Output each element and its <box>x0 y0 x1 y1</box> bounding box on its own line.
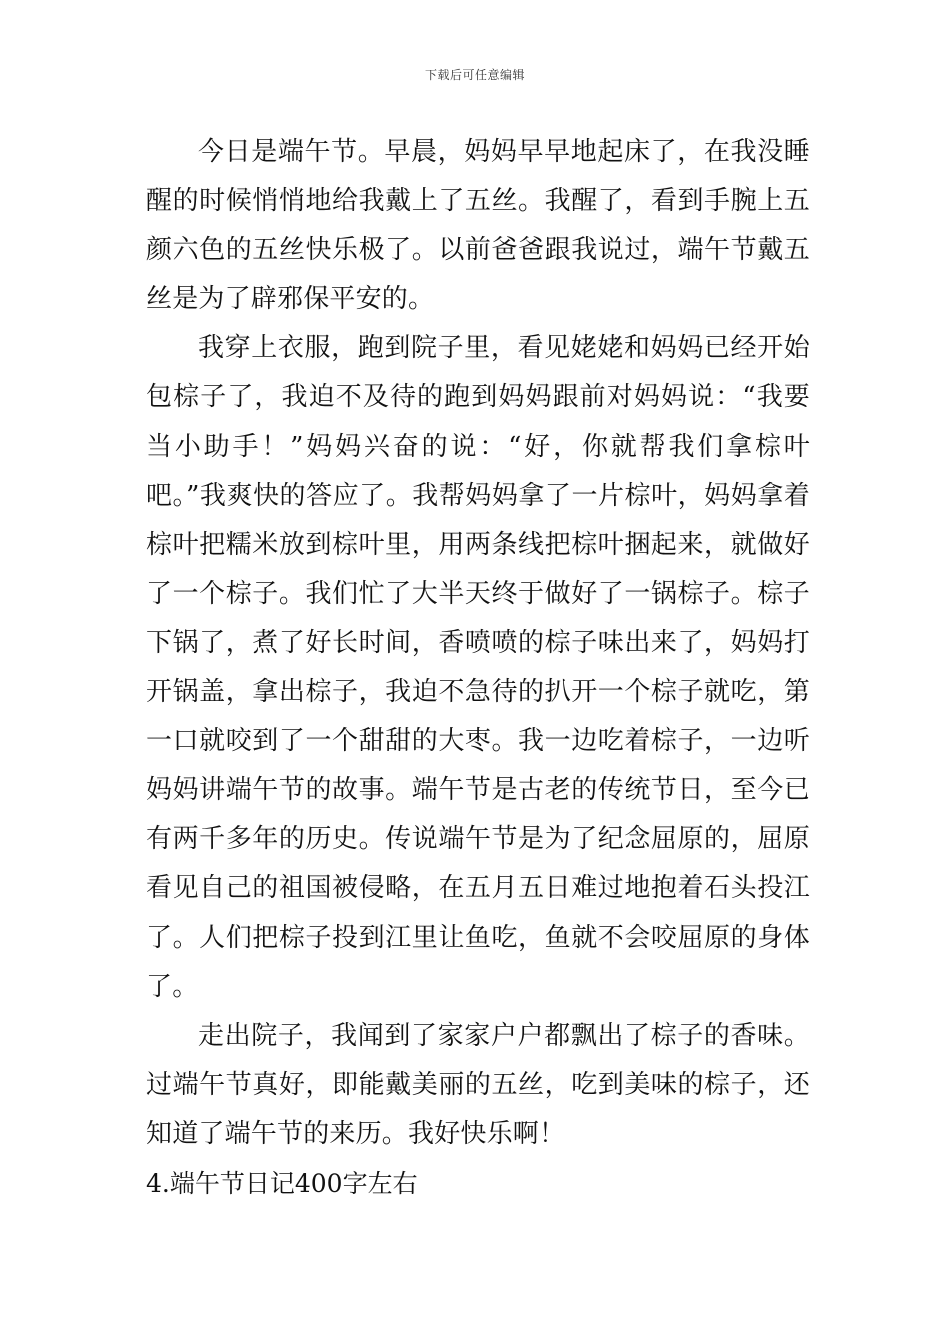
document-body <box>146 128 810 1208</box>
section-heading: 4.端午节日记400字左右 <box>146 1168 418 1198</box>
page-header-note: 下载后可任意编辑 <box>424 68 525 82</box>
paragraph-2: 我穿上衣服，跑到院子里，看见姥姥和妈妈已经开始包棕子了，我迫不及待的跑到妈妈跟前对妈妈说：“我要当小助手！”妈妈兴奋的说：“好，你就帮我们拿棕叶吧。”我爽快的答应了。我帮妈妈拿了一片棕叶，妈妈拿着棕叶把糯米放到棕叶里，用两条线把棕叶捆起来，就做好了一个棕子。我们忙了大半天终于做好了一锅棕子。棕子下锅了，煮了好长时间，香喷喷的棕子味出来了，妈妈打开锅盖，拿出棕子，我迫不急待的扒开一个棕子就吃，第一口就咬到了一个甜甜的大枣。我一边吃着棕子，一边听妈妈讲端午节的故事。端午节是古老的传统节日，至今已有两千多年的历史。传说端午节是为了纪念屈原的，屈原看见自己的祖国被侵略，在五月五日难过地抱着石头投江了。人们把棕子投到江里让鱼吃，鱼就不会咬屈原的身体了。 <box>146 333 810 1002</box>
paragraph-1: 今日是端午节。早晨，妈妈早早地起床了，在我没睡醒的时候悄悄地给我戴上了五丝。我醒了，看到手腕上五颜六色的五丝快乐极了。以前爸爸跟我说过，端午节戴五丝是为了辟邪保平安的。 <box>146 137 810 315</box>
paragraph-3: 走出院子，我闻到了家家户户都飘出了棕子的香味。过端午节真好，即能戴美丽的五丝，吃到美味的棕子，还知道了端午节的来历。我好快乐啊！ <box>146 1020 810 1149</box>
